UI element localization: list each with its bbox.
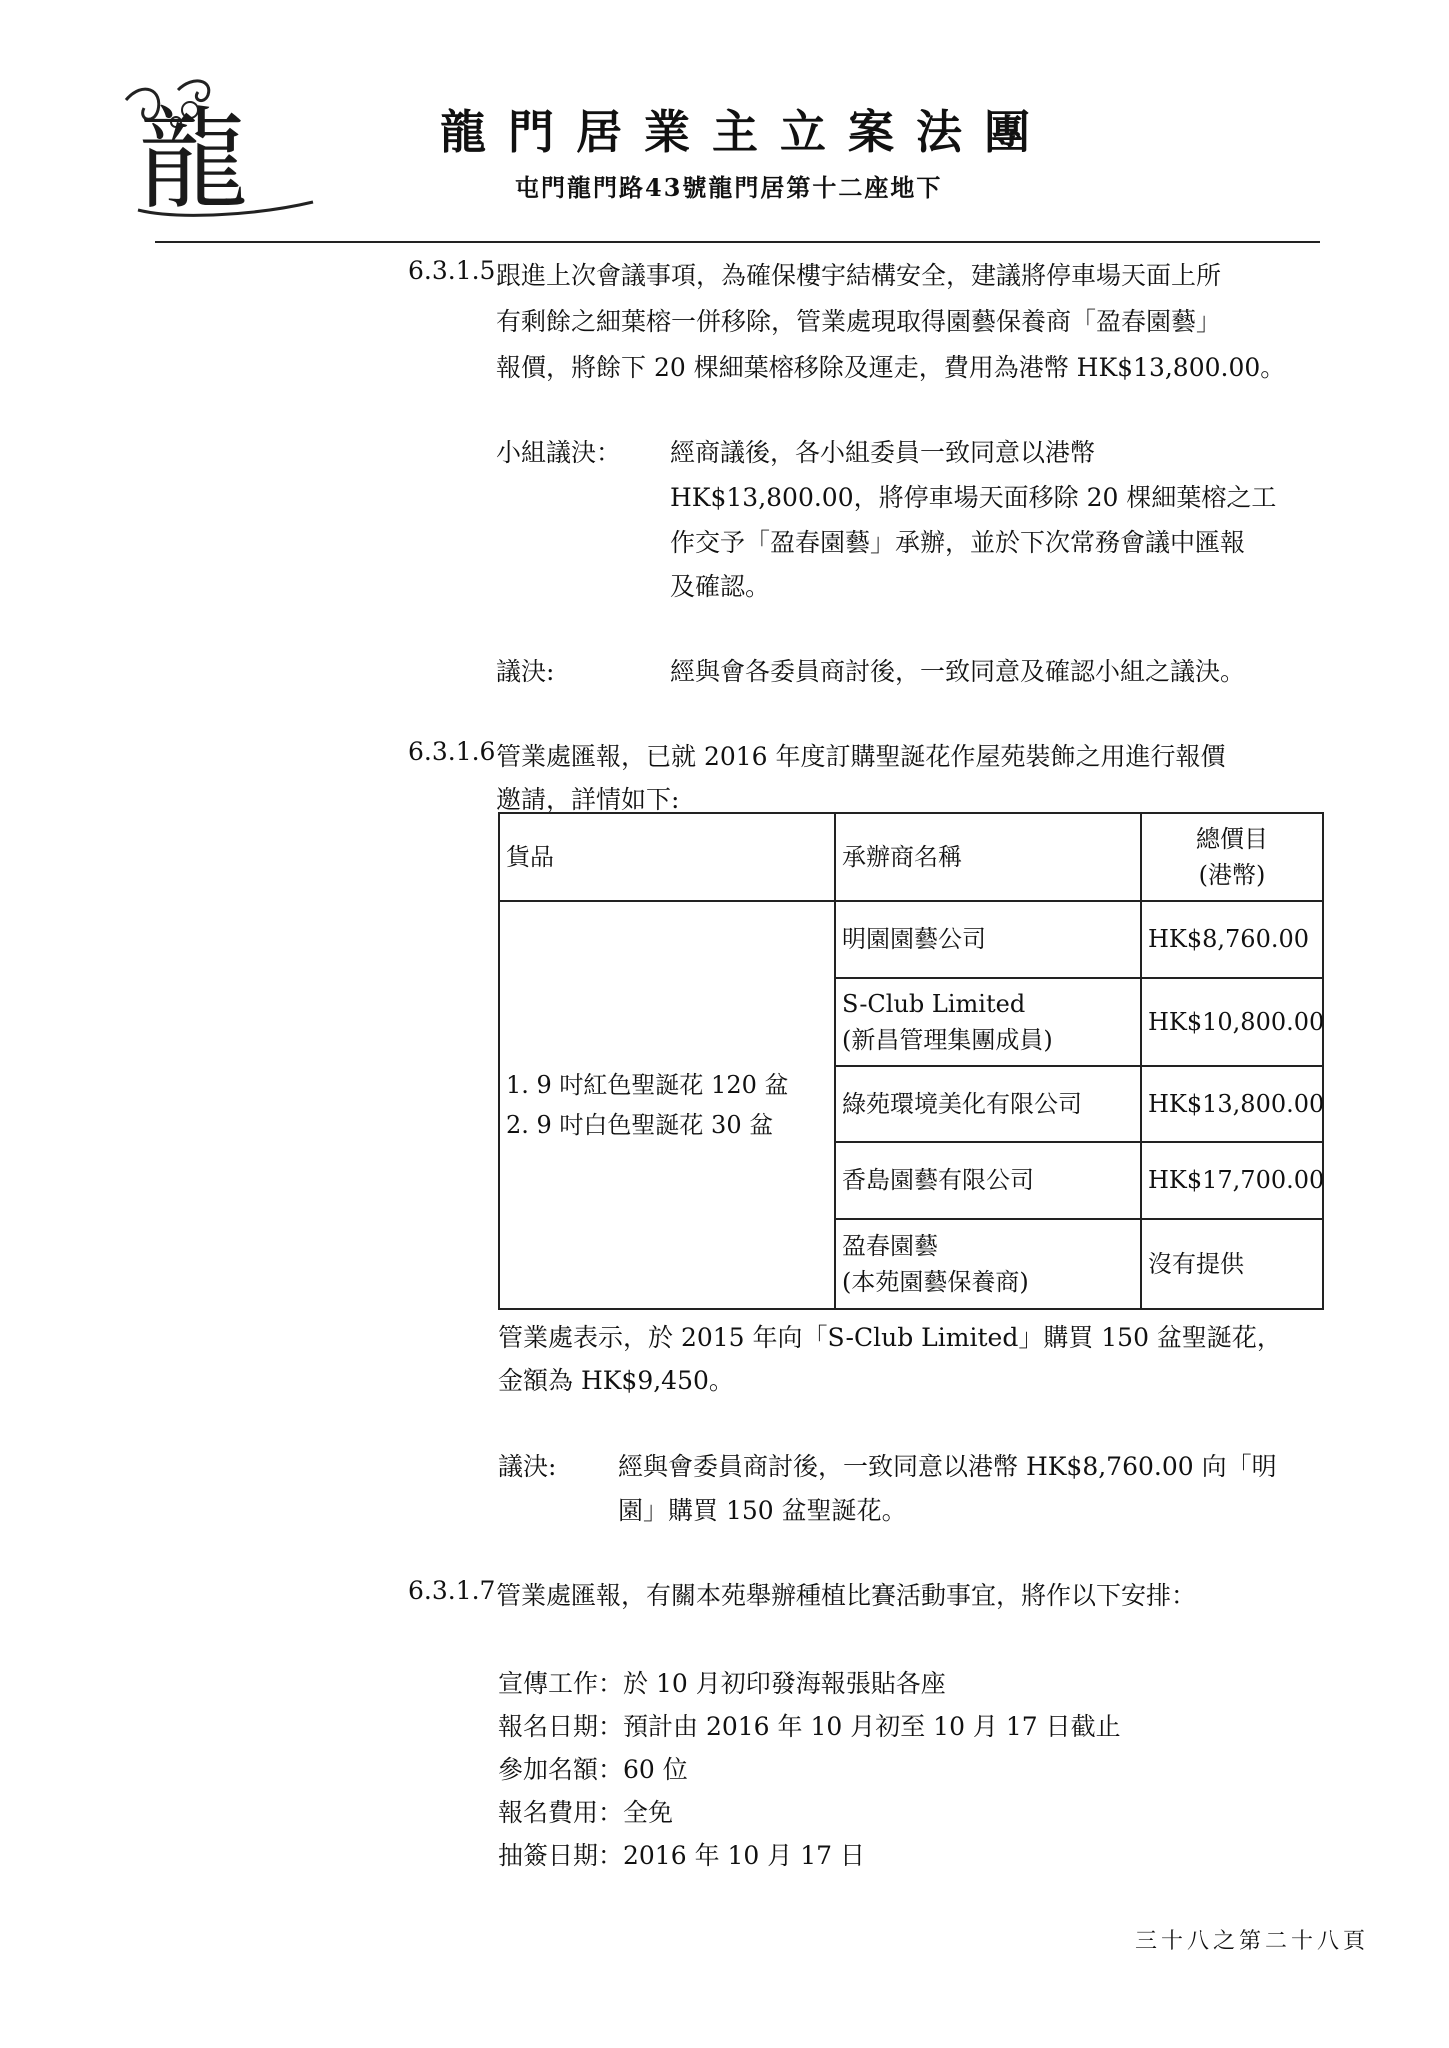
arrangement-draw-date: 抽簽日期：2016 年 10 月 17 日	[498, 1841, 865, 1870]
item-6316-resolution-line-2: 園」購買 150 盆聖誕花。	[618, 1496, 907, 1525]
arrangement-fee: 報名費用：全免	[498, 1798, 674, 1827]
arrangement-quota: 參加名額：60 位	[498, 1755, 688, 1784]
contractor-name	[835, 978, 1141, 1066]
arrangement-publicity: 宣傳工作：於 10 月初印發海報張貼各座	[498, 1669, 946, 1698]
item-6315-resolution-label: 議決:	[496, 657, 555, 686]
item-6316-note-line-1: 管業處表示，於 2015 年向「S-Club Limited」購買 150 盆聖誕花，	[498, 1323, 1282, 1352]
item-6315-number: 6.3.1.5	[408, 256, 496, 285]
subgroup-resolution-label: 小組議決：	[496, 438, 622, 467]
item-6316-note-line-2: 金額為 HK$9,450。	[498, 1366, 734, 1395]
contractor-name-line: S-Club Limited	[842, 989, 1026, 1018]
organization-address: 屯門龍門路43號龍門居第十二座地下	[515, 173, 943, 202]
subgroup-resolution-line-1: 經商議後，各小組委員一致同意以港幣	[670, 438, 1096, 467]
contractor-name-note: (新昌管理集團成員)	[842, 1025, 1053, 1054]
quotation-table	[498, 812, 1324, 1310]
contractor-name-note: (本苑園藝保養商)	[842, 1267, 1029, 1296]
quote-price: 沒有提供	[1141, 1219, 1323, 1309]
header-currency-label: (港幣)	[1198, 861, 1266, 890]
header-total-price	[1141, 813, 1323, 901]
item-6315-line-1: 跟進上次會議事項，為確保樓宇結構安全，建議將停車場天面上所	[496, 261, 1222, 290]
item-6317-number: 6.3.1.7	[408, 1576, 496, 1605]
dragon-logo	[118, 70, 318, 220]
goods-cell	[499, 901, 835, 1309]
quote-price: HK$17,700.00	[1141, 1142, 1323, 1218]
organization-title: 龍門居業主立案法團	[440, 105, 1052, 159]
item-6316-resolution-label: 議決:	[498, 1452, 557, 1481]
logo-character: 龍	[138, 96, 248, 220]
item-6316-line-1: 管業處匯報，已就 2016 年度訂購聖誕花作屋苑裝飾之用進行報價	[496, 742, 1226, 771]
header-divider	[155, 241, 1320, 243]
contractor-name	[835, 1219, 1141, 1309]
contractor-name-line: 明園園藝公司	[842, 925, 986, 954]
contractor-name-line: 盈春園藝	[842, 1231, 938, 1260]
contractor-name	[835, 901, 1141, 977]
subgroup-resolution-line-3: 作交予「盈春園藝」承辦，並於下次常務會議中匯報	[670, 528, 1246, 557]
header-total-price-label: 總價目	[1196, 825, 1268, 854]
contractor-name-line: 綠苑環境美化有限公司	[842, 1090, 1082, 1119]
item-6316-number: 6.3.1.6	[408, 737, 496, 766]
page-number: 三十八之第二十八頁	[1134, 1929, 1369, 1954]
item-6315-line-3: 報價，將餘下 20 棵細葉榕移除及運走，費用為港幣 HK$13,800.00。	[496, 353, 1286, 382]
goods-item-2: 2. 9 吋白色聖誕花 30 盆	[506, 1111, 774, 1140]
header-contractor: 承辦商名稱	[835, 813, 1141, 901]
item-6316-resolution-line-1: 經與會委員商討後，一致同意以港幣 HK$8,760.00 向「明	[618, 1452, 1277, 1481]
contractor-name	[835, 1142, 1141, 1218]
arrangement-registration-date: 報名日期：預計由 2016 年 10 月初至 10 月 17 日截止	[498, 1712, 1121, 1741]
quote-price: HK$8,760.00	[1141, 901, 1323, 977]
goods-item-1: 1. 9 吋紅色聖誕花 120 盆	[506, 1071, 789, 1100]
item-6316-line-2: 邀請，詳情如下:	[496, 785, 680, 814]
subgroup-resolution-line-2: HK$13,800.00，將停車場天面移除 20 棵細葉榕之工	[670, 483, 1277, 512]
quote-price: HK$13,800.00	[1141, 1066, 1323, 1142]
header-goods: 貨品	[499, 813, 835, 901]
item-6315-line-2: 有剩餘之細葉榕一併移除，管業處現取得園藝保養商「盈春園藝」	[496, 307, 1222, 336]
contractor-name	[835, 1066, 1141, 1142]
item-6315-resolution-text: 經與會各委員商討後，一致同意及確認小組之議決。	[670, 657, 1246, 686]
item-6317-line: 管業處匯報，有關本苑舉辦種植比賽活動事宜，將作以下安排：	[496, 1581, 1197, 1610]
contractor-name-line: 香島園藝有限公司	[842, 1166, 1034, 1195]
quote-price: HK$10,800.00	[1141, 978, 1323, 1066]
subgroup-resolution-line-4: 及確認。	[670, 572, 771, 601]
